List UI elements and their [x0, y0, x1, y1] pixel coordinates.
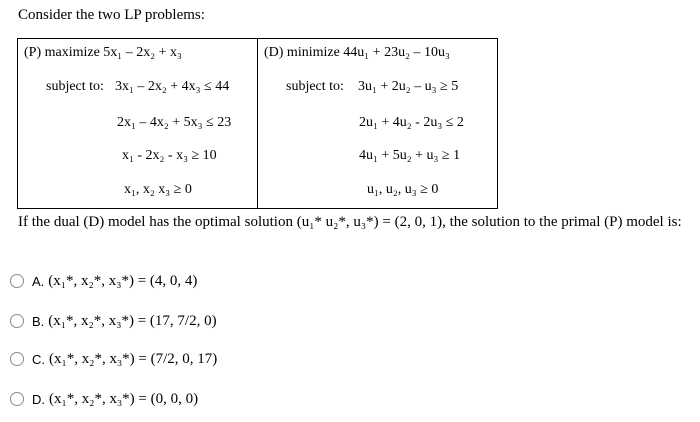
dual-nonnegativity: u₁, u₂, u₃ ≥ 0 — [367, 182, 439, 197]
lp-problems-table — [17, 38, 498, 209]
radio-button-c[interactable] — [10, 352, 24, 366]
question-text: If the dual (D) model has the optimal solution (u₁* u₂*, u₃*) = (2, 0, 1), the solution to the primal (P) model is: — [18, 214, 682, 230]
dual-subject-to: subject to: — [286, 79, 344, 94]
option-b-letter: B. — [32, 313, 45, 329]
dual-constraint-3: 4u₁ + 5u₂ + u₃ ≥ 1 — [359, 148, 461, 163]
option-b[interactable] — [10, 310, 217, 332]
primal-objective: (P) maximize 5x₁ – 2x₂ + x₃ — [24, 45, 182, 60]
option-d-text: (x₁*, x₂*, x₃*) = (0, 0, 0) — [49, 390, 199, 407]
option-c-text: (x₁*, x₂*, x₃*) = (7/2, 0, 17) — [49, 350, 218, 367]
radio-button-b[interactable] — [10, 314, 24, 328]
primal-nonnegativity: x₁, x₂ x₃ ≥ 0 — [124, 182, 192, 197]
dual-objective: (D) minimize 44u₁ + 23u₂ – 10u₃ — [264, 45, 450, 60]
option-b-text: (x₁*, x₂*, x₃*) = (17, 7/2, 0) — [48, 312, 217, 329]
option-a-letter: A. — [32, 273, 45, 289]
primal-constraint-1: 3x₁ – 2x₂ + 4x₃ ≤ 44 — [115, 79, 230, 94]
intro-text: Consider the two LP problems: — [18, 7, 205, 23]
table-divider — [257, 39, 258, 208]
radio-button-d[interactable] — [10, 392, 24, 406]
option-d-letter: D. — [32, 391, 45, 407]
radio-button-a[interactable] — [10, 274, 24, 288]
dual-constraint-1: 3u₁ + 2u₂ – u₃ ≥ 5 — [358, 79, 459, 94]
option-c[interactable] — [10, 348, 217, 370]
option-a[interactable] — [10, 270, 197, 292]
option-d[interactable] — [10, 388, 198, 410]
primal-constraint-3: x₁ - 2x₂ - x₃ ≥ 10 — [122, 148, 217, 163]
option-c-letter: C. — [32, 351, 45, 367]
option-a-text: (x₁*, x₂*, x₃*) = (4, 0, 4) — [48, 272, 198, 289]
dual-constraint-2: 2u₁ + 4u₂ - 2u₃ ≤ 2 — [359, 115, 464, 130]
primal-constraint-2: 2x₁ – 4x₂ + 5x₃ ≤ 23 — [117, 115, 232, 130]
primal-subject-to: subject to: — [46, 79, 104, 94]
